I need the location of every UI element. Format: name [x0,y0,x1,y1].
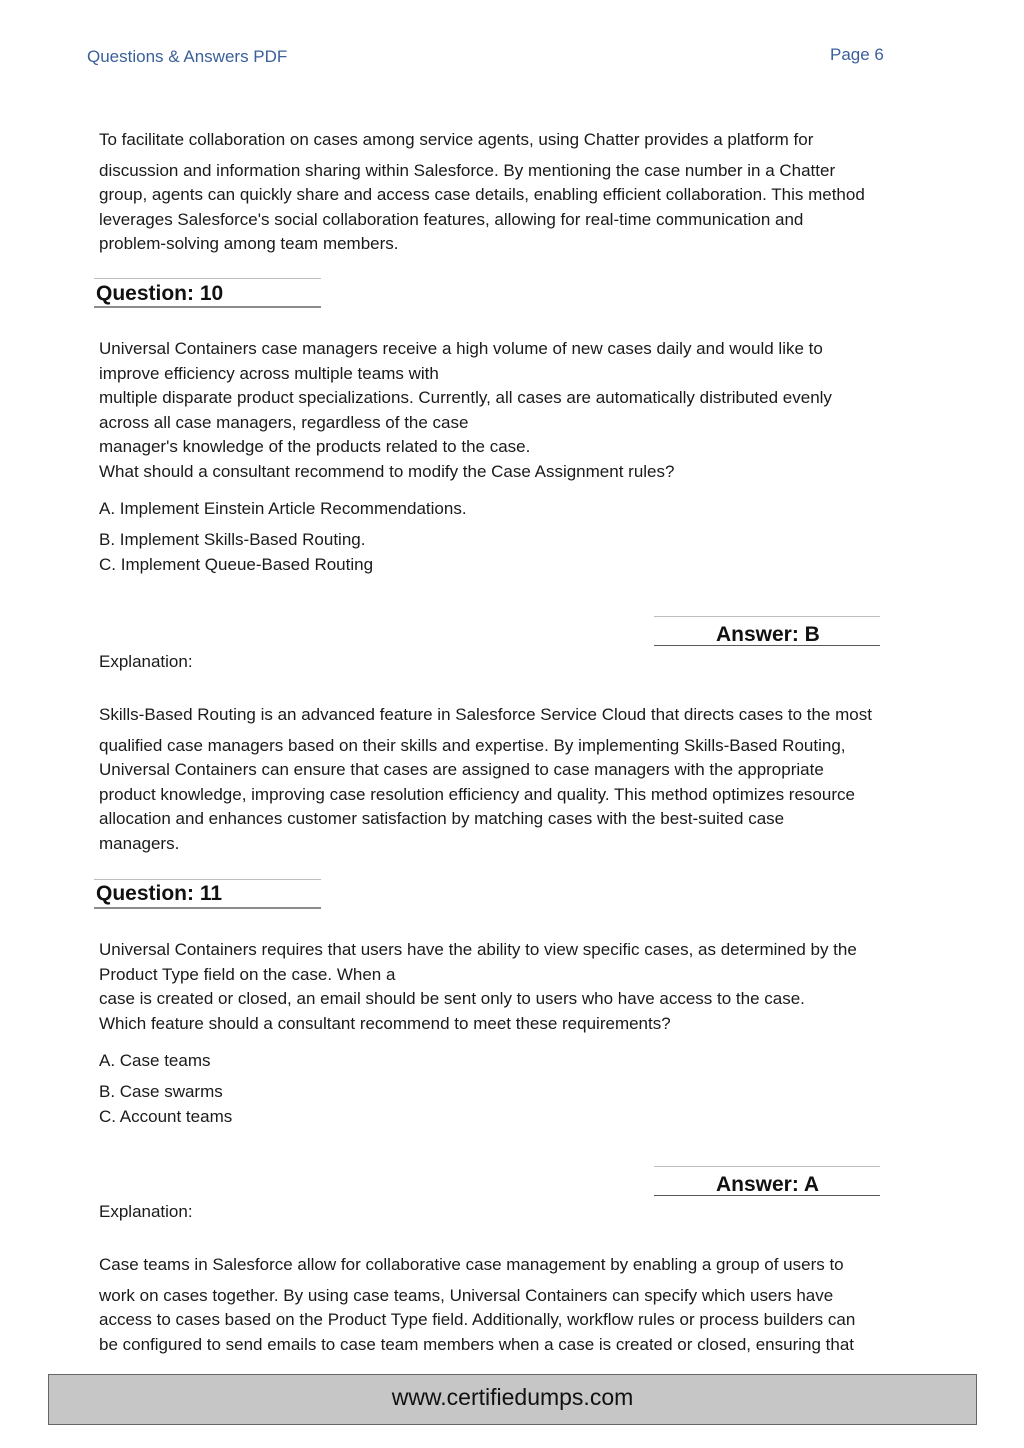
answer-option: A. Case teams [99,1051,211,1070]
text-line: Case teams in Salesforce allow for collaborative case management by enabling a group of users to [99,1255,844,1274]
text-line: improve efficiency across multiple teams with [99,363,439,383]
answer-rule-top [654,1166,880,1167]
answer-option: C. Account teams [99,1107,233,1126]
header-title: Questions & Answers PDF [87,47,288,66]
answer-option: B. Case swarms [99,1082,223,1101]
text-line: Which feature should a consultant recommend to meet these requirements? [99,1013,671,1033]
text-line: multiple disparate product specializations. Currently, all cases are automatically distributed evenly [99,388,832,408]
answer-option: B. Implement Skills-Based Routing. [99,530,366,549]
question-rule-bottom [94,306,321,308]
explanation-text [99,703,974,857]
question-heading: Question: 11 [96,882,223,905]
text-line: Universal Containers case managers receive a high volume of new cases daily and would like to [99,339,823,358]
footer-banner [48,1374,977,1425]
text-line: Skills-Based Routing is an advanced feature in Salesforce Service Cloud that directs cases to the most [99,705,872,724]
text-line: Universal Containers can ensure that cases are assigned to case managers with the appropriate [99,760,824,780]
text-line: across all case managers, regardless of the case [99,412,469,432]
question-heading: Question: 10 [96,282,224,305]
text-line: group, agents can quickly share and access case details, enabling efficient collaboration. This method [99,185,865,205]
text-line: manager's knowledge of the products related to the case. [99,437,531,457]
question-rule-bottom [94,907,321,909]
text-line: product knowledge, improving case resolution efficiency and quality. This method optimizes resource [99,784,855,804]
answer-option: A. Implement Einstein Article Recommendations. [99,499,467,518]
text-line: problem-solving among team members. [99,234,399,254]
footer-url[interactable]: www.certifiedumps.com [391,1384,634,1410]
text-line: What should a consultant recommend to modify the Case Assignment rules? [99,461,675,481]
answer-rule-top [654,616,880,617]
text-line: qualified case managers based on their skills and expertise. By implementing Skills-Based Routing, [99,735,846,755]
text-line: work on cases together. By using case teams, Universal Containers can specify which users have [99,1285,834,1305]
text-line: discussion and information sharing within Salesforce. By mentioning the case number in a Chatter [99,160,836,180]
text-line: managers. [99,833,180,853]
answer-rule-bottom [654,645,880,646]
explanation-text [99,1253,974,1357]
answer-heading: Answer: B [716,623,820,646]
question-rule-top [94,879,321,880]
text-line: Universal Containers requires that users have the ability to view specific cases, as determined by the [99,940,857,959]
text-line: be configured to send emails to case team members when a case is created or closed, ensuring that [99,1334,855,1354]
question-prompt [99,337,974,485]
text-line: allocation and enhances customer satisfaction by matching cases with the best-suited case [99,809,785,829]
text-line: Product Type field on the case. When a [99,964,396,984]
answer-heading: Answer: A [716,1173,820,1196]
answer-rule-bottom [654,1195,880,1196]
intro-explanation [99,128,974,257]
answer-option: C. Implement Queue-Based Routing [99,555,374,574]
question-rule-top [94,278,321,279]
explanation-label: Explanation: [99,652,193,671]
explanation-label: Explanation: [99,1202,193,1221]
question-prompt [99,938,974,1036]
text-line: leverages Salesforce's social collaboration features, allowing for real-time communication and [99,209,804,229]
text-line: access to cases based on the Product Type field. Additionally, workflow rules or process builders can [99,1310,856,1330]
text-line: case is created or closed, an email should be sent only to users who have access to the case. [99,989,805,1009]
page-number: Page 6 [830,45,884,64]
text-line: To facilitate collaboration on cases among service agents, using Chatter provides a platform for [99,130,814,149]
